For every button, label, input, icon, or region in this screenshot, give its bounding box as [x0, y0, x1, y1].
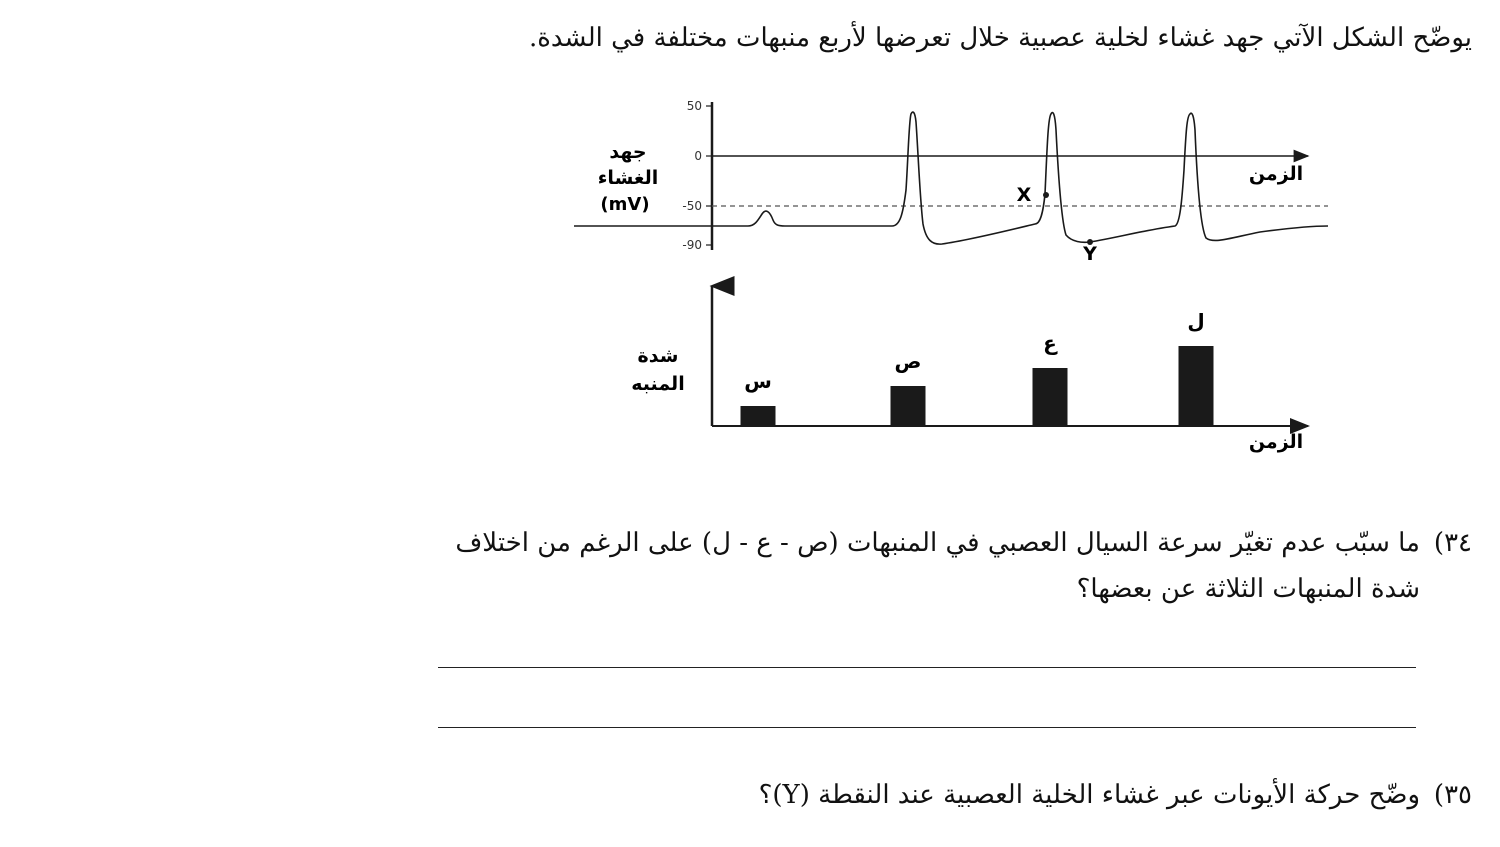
bottom-xlabel: الزمن [1248, 431, 1304, 453]
ytick-minus90: -90 [682, 238, 702, 252]
answer-line-1[interactable] [438, 667, 1416, 668]
stimulus-bar-label-2: ص [894, 349, 922, 373]
bottom-ylabel-line2: المنبه [631, 373, 685, 395]
bottom-chart [631, 286, 1308, 453]
figure-svg [570, 90, 1350, 470]
stimulus-bar-1 [741, 406, 776, 426]
question-34-text: ما سبّب عدم تغيّر سرعة السيال العصبي في المنبهات (ص - ع - ل) على الرغم من اختلاف شدة المنبهات الثلاثة عن بعضها؟ [455, 528, 1420, 604]
membrane-potential-trace [574, 112, 1328, 244]
top-ylabel-line1: جهد [609, 141, 647, 163]
stimulus-bars [741, 309, 1214, 426]
question-34-number: ٣٤) [1433, 528, 1472, 558]
stimulus-bar-label-4: ل [1187, 309, 1205, 333]
membrane-potential-figure [570, 90, 1350, 470]
question-34 [432, 520, 1472, 612]
stimulus-bar-3 [1033, 368, 1068, 426]
top-ylabel-unit: (mV) [600, 194, 650, 215]
top-ylabel-line2: الغشاء [597, 167, 659, 189]
question-35 [432, 772, 1472, 818]
ytick-0: 0 [694, 149, 702, 163]
top-chart [574, 99, 1328, 265]
stimulus-bar-label-3: ع [1043, 331, 1057, 355]
bottom-ylabel-line1: شدة [637, 345, 679, 367]
question-35-text: وضّح حركة الأيونات عبر غشاء الخلية العصبية عند النقطة (Y)؟ [758, 780, 1420, 810]
ytick-50: 50 [686, 99, 702, 113]
point-x-label: X [1016, 184, 1032, 206]
question-35-number: ٣٥) [1433, 780, 1472, 810]
top-xlabel: الزمن [1248, 163, 1304, 185]
answer-line-2[interactable] [438, 727, 1416, 728]
stimulus-bar-2 [891, 386, 926, 426]
point-y-label: Y [1083, 243, 1097, 265]
stimulus-bar-4 [1179, 346, 1214, 426]
stimulus-bar-label-1: س [744, 369, 772, 393]
point-x-marker [1043, 192, 1049, 198]
ytick-minus50: -50 [682, 199, 702, 213]
intro-text: يوضّح الشكل الآتي جهد غشاء لخلية عصبية خلال تعرضها لأربع منبهات مختلفة في الشدة. [528, 23, 1472, 53]
